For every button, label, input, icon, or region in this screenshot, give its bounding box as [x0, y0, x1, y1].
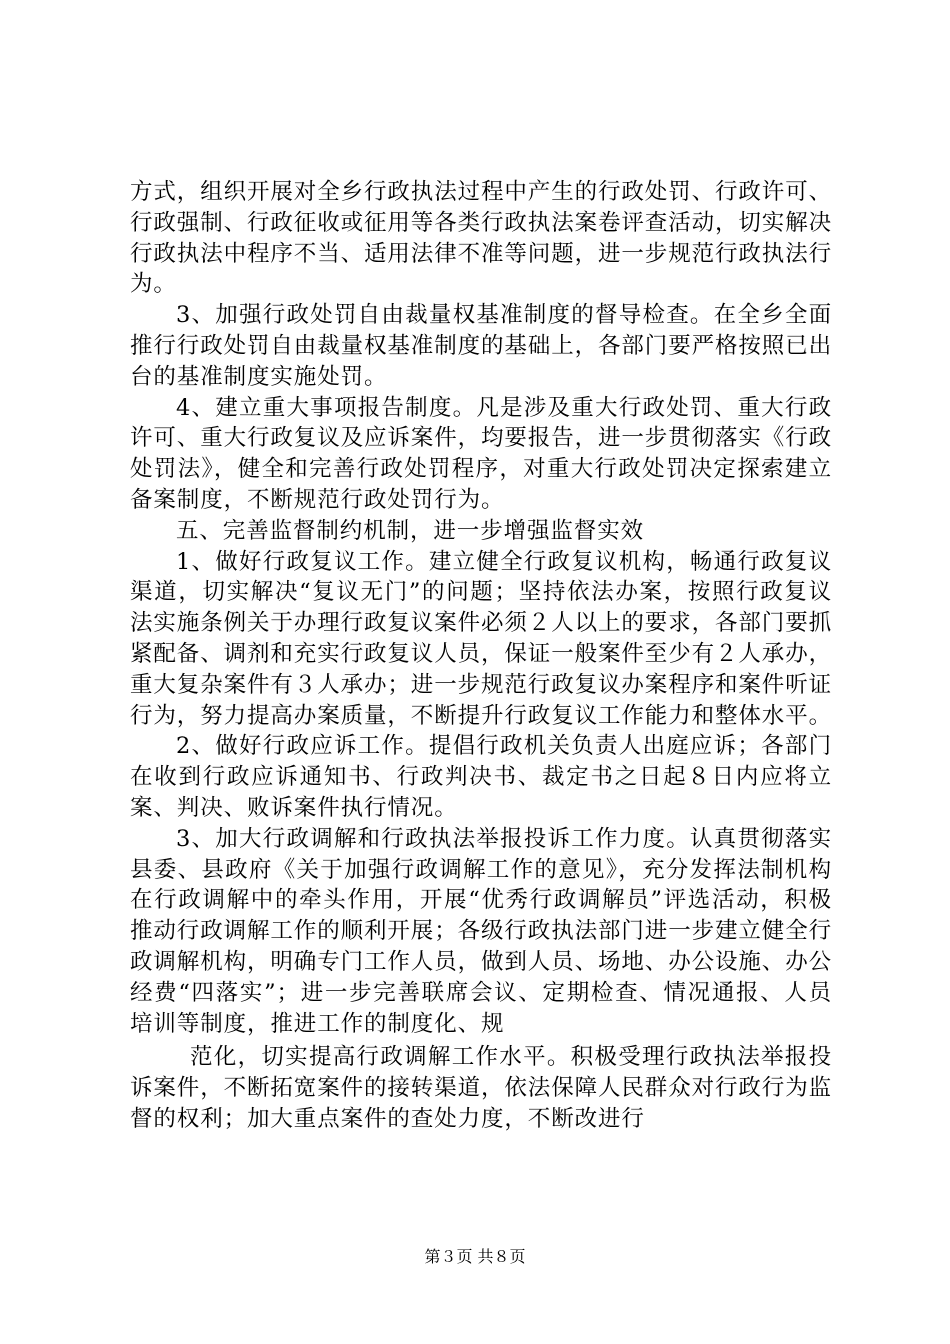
document-body	[130, 177, 832, 1135]
page-number-footer: 第３页 共８页	[424, 1247, 526, 1266]
paragraph-section5-item-1: 1、做好行政复议工作。建立健全行政复议机构，畅通行政复议渠道，切实解决“复议无门”的问题；坚持依法办案，按照行政复议法实施条例关于办理行政复议案件必须２人以上的要求，各部门要抓紧配备、调剂和充实行政复议人员，保证一般案件至少有２人承办，重大复杂案件有３人承办；进一步规范行政复议办案程序和案件听证行为，努力提高办案质量，不断提升行政复议工作能力和整体水平。	[130, 548, 833, 729]
paragraph-item-4: 4、建立重大事项报告制度。凡是涉及重大行政处罚、重大行政许可、重大行政复议及应诉案件，均要报告，进一步贯彻落实《行政处罚法》，健全和完善行政处罚程序，对重大行政处罚决定探索建立备案制度，不断规范行政处罚行为。	[130, 394, 833, 513]
paragraph-continuation-bottom: 范化，切实提高行政调解工作水平。积极受理行政执法举报投诉案件，不断拓宽案件的接转渠道，依法保障人民群众对行政行为监督的权利；加大重点案件的查处力度，不断改进行	[130, 1044, 833, 1132]
paragraph-section5-item-3: 3、加大行政调解和行政执法举报投诉工作力度。认真贯彻落实县委、县政府《关于加强行政调解工作的意见》，充分发挥法制机构在行政调解中的牵头作用，开展“优秀行政调解员”评选活动，积极推动行政调解工作的顺利开展；各级行政执法部门进一步建立健全行政调解机构，明确专门工作人员，做到人员、场地、办公设施、办公经费“四落实”；进一步完善联席会议、定期检查、情况通报、人员培训等制度，推进工作的制度化、规	[130, 825, 833, 1037]
paragraph-continuation-top: 方式，组织开展对全乡行政执法过程中产生的行政处罚、行政许可、行政强制、行政征收或征用等各类行政执法案卷评查活动，切实解决行政执法中程序不当、适用法律不准等问题，进一步规范行政执法行为。	[130, 179, 833, 298]
paragraph-item-3: 3、加强行政处罚自由裁量权基准制度的督导检查。在全乡全面推行行政处罚自由裁量权基准制度的基础上，各部门要严格按照已出台的基准制度实施处罚。	[130, 302, 833, 390]
section-heading-5: 五、完善监督制约机制，进一步增强监督实效	[176, 517, 645, 544]
paragraph-section5-item-2: 2、做好行政应诉工作。提倡行政机关负责人出庭应诉；各部门在收到行政应诉通知书、行政判决书、裁定书之日起８日内应将立案、判决、败诉案件执行情况。	[130, 733, 832, 821]
